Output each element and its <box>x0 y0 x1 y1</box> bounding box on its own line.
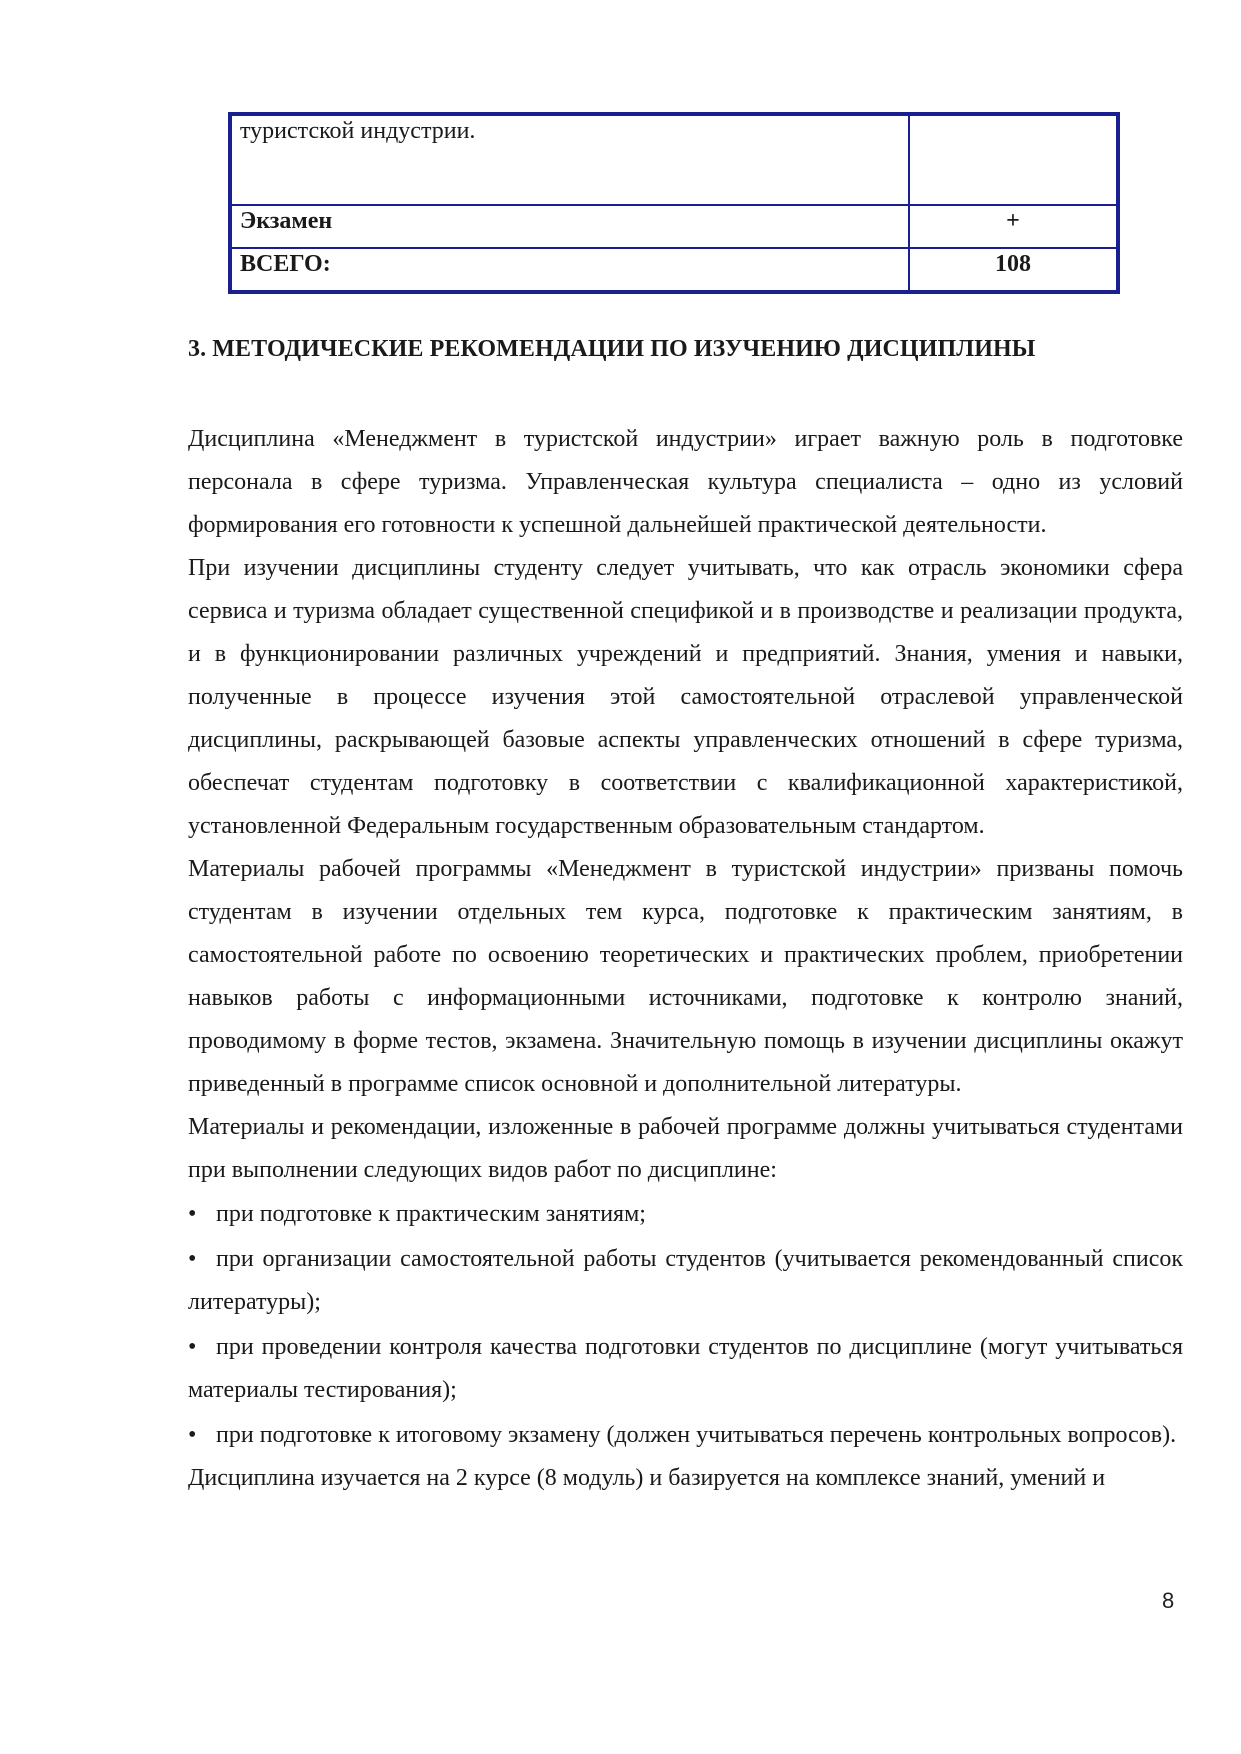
table-cell-label: туристской индустрии. <box>230 114 909 205</box>
bullet-icon: • <box>188 1246 197 1272</box>
table-row <box>230 114 1118 205</box>
paragraph: При изучении дисциплины студенту следует учитывать, что как отрасль экономики сфера сервиса и туризма обладает существенной спецификой и в производстве и реализации продукта, и в функционировании различных учреждений и предприятий. Знания, умения и навыки, полученные в процессе изучения этой самостоятельной отраслевой управленческой дисциплины, раскрывающей базовые аспекты управленческих отношений в сфере туризма, обеспечат студентам подготовку в соответствии с квалификационной характеристикой, установленной Федеральным государственным образовательным стандартом. <box>188 555 1183 839</box>
table-cell-label: Экзамен <box>230 205 909 248</box>
section-heading: 3. МЕТОДИЧЕСКИЕ РЕКОМЕНДАЦИИ ПО ИЗУЧЕНИЮ ДИСЦИПЛИНЫ <box>188 336 1036 362</box>
page-number: 8 <box>1162 1588 1175 1613</box>
bullet-icon: • <box>188 1334 197 1360</box>
hours-table <box>228 112 1120 294</box>
table-cell-value <box>909 114 1118 205</box>
table-cell-label: ВСЕГО: <box>230 248 909 292</box>
section-body <box>188 418 1183 1500</box>
list-item-text: при подготовке к практическим занятиям; <box>216 1201 646 1227</box>
list-item <box>188 1193 1183 1236</box>
bullet-icon: • <box>188 1201 197 1227</box>
list-item-text: при организации самостоятельной работы студентов (учитывается рекомендованный список литературы); <box>188 1246 1183 1315</box>
table-cell-value: + <box>909 205 1118 248</box>
paragraph: Дисциплина изучается на 2 курсе (8 модуль) и базируется на комплексе знаний, умений и <box>188 1465 1106 1491</box>
bullet-icon: • <box>188 1422 197 1448</box>
table-row <box>230 205 1118 248</box>
list-item-text: при проведении контроля качества подготовки студентов по дисциплине (могут учитываться материалы тестирования); <box>188 1334 1183 1403</box>
list-item <box>188 1414 1183 1457</box>
paragraph: Дисциплина «Менеджмент в туристской индустрии» играет важную роль в подготовке персонала в сфере туризма. Управленческая культура специалиста – одно из условий формирования его готовности к успешной дальнейшей практической деятельности. <box>188 426 1183 538</box>
list-item <box>188 1326 1183 1412</box>
paragraph: Материалы и рекомендации, изложенные в рабочей программе должны учитываться студентами при выполнении следующих видов работ по дисциплине: <box>188 1114 1183 1183</box>
table-row <box>230 248 1118 292</box>
paragraph: Материалы рабочей программы «Менеджмент в туристской индустрии» призваны помочь студентам в изучении отдельных тем курса, подготовке к практическим занятиям, в самостоятельной работе по освоению теоретических и практических проблем, приобретении навыков работы с информационными источниками, подготовке к контролю знаний, проводимому в форме тестов, экзамена. Значительную помощь в изучении дисциплины окажут приведенный в программе список основной и дополнительной литературы. <box>188 856 1183 1097</box>
table-cell-value: 108 <box>909 248 1118 292</box>
list-item <box>188 1238 1183 1324</box>
list-item-text: при подготовке к итоговому экзамену (должен учитываться перечень контрольных вопросов). <box>216 1422 1177 1448</box>
